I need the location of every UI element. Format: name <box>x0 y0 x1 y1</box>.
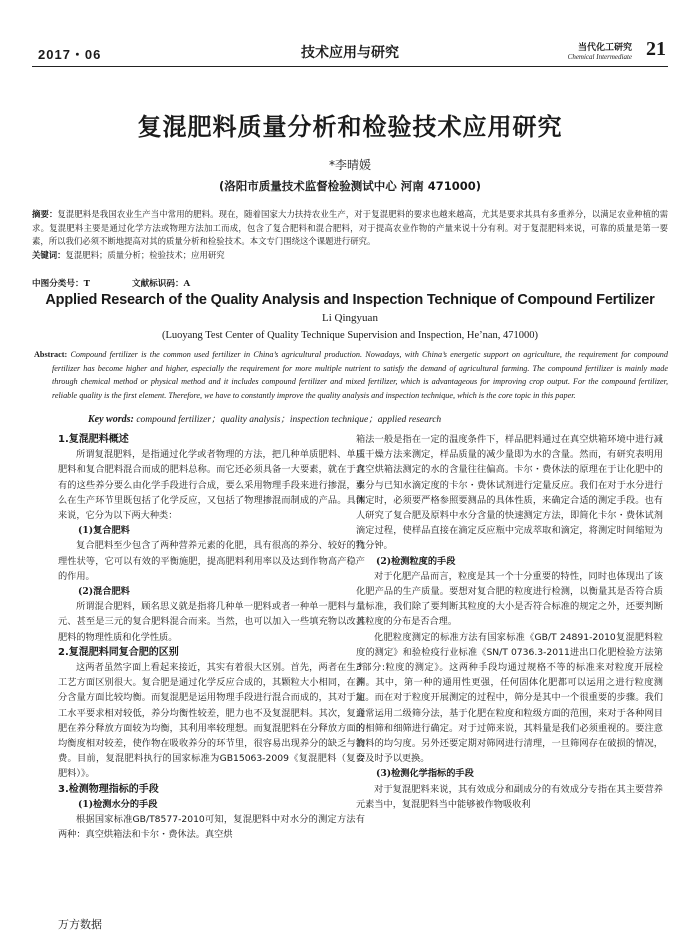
journal-name-en: Chemical Intermediate <box>567 53 632 61</box>
author: *李晴媛 <box>328 158 371 172</box>
paragraph: 对于化肥产品而言，粒度是其一个十分重要的特性，同时也体现出了该化肥产品的生产质量。要想对复合肥的粒度进行检测，以衡量其是否符合质量标准，我们除了要判断其粒度的大小是否符合标准的规定之外，还要判断其粒度的分布是否合理。 <box>356 570 663 628</box>
subsection-heading: (2)检测粒度的手段 <box>376 555 456 567</box>
paragraph: 根据国家标准GB/T8577-2010可知，复混肥料中对水分的测定方法有两种：真空烘箱法和卡尔・费休法。真空烘 <box>58 814 365 841</box>
paragraph: 化肥粒度测定的标准方法有国家标准《GB/T 24891-2010复混肥料粒度的测定》和验检疫行业标准《SN/T 0736.3-2011进出口化肥检验方法第3部分:粒度的测定》。这两种手段均通过规格不等的标准来对粒度开展检测。其中，第一种的通用性更强，任何固体化肥都可以运用之进行粒度测定。而在对于粒度开展测定的过程中，筛分是其中一个很重要的步骤。我们通常运用二级筛分法，基于化肥在粒度和粒级方面的范围，来对于各种网目的相筛和细筛进行确定。对于过筛来说，其料量是我们必须重视的。要注意物料的均匀度。另外还要定期对筛网进行清理，一旦筛网存在破损的情况，要及时予以更换。 <box>356 631 663 765</box>
subsection-heading: (2)混合肥料 <box>78 586 130 598</box>
paragraph: 所谓复混肥料，是指通过化学或者物理的方法，把几种单质肥料、单质肥料和复合肥料混合而成的肥料总称。而它还必须具备一大要素，就在于含有的这些养分要么由化学手段进行合成，要么采用物理手段来进行掺混，要么在生产环节里既包括了化学反应，又包括了物理掺混而制成的产品。具体来说，它分为以下两大种类： <box>58 449 365 522</box>
abstract-cn-text: 复混肥料是我国农业生产当中常用的肥料。现在，随着国家大力扶持农业生产，对于复混肥料的要求也越来越高，尤其是要求其具有多重养分，以满足农业种植的需求。复混肥料主要是通过化学方法或物理方法加工而成，包含了复合肥料和混合肥料，对于提高农业作物的产量来说十分有利。对于复混肥料来说，可靠的质量是第一要素，所以我们必须不断地提高对其的质量分析和检验技术。本文专门围绕这个课题进行研究。 <box>32 209 669 246</box>
document-code: 文献标识码：A <box>131 279 191 289</box>
english-abstract: Abstract: Compound fertilizer is the common used fertilizer in China’s agricultural production. Nowadays, with China’s energetic support on agriculture, the requirement for compound fertilizer has become higher and higher, especially the requirement for more multiple nutrient to satisfy the demand of agricultural farming. The compound fertilizer is mainly made through chemical method or physical method and it includes compound fertilizer and mixed fertilizer, which is advantageous for improving crop output. For the compound fertilizer, reliable quality is the first element. Therefore, we have to constantly improve the quality analysis and inspection technique, which is the core topic in this paper. <box>34 350 668 400</box>
article-title: 复混肥料质量分析和检验技术应用研究 <box>137 113 563 141</box>
subsection-heading: (1)复合肥料 <box>78 525 130 537</box>
english-affiliation: (Luoyang Test Center of Quality Technique Supervision and Inspection, He’nan, 471000) <box>161 330 539 341</box>
english-author: Li Qingyuan <box>322 312 378 324</box>
abstract-cn <box>32 208 668 262</box>
keywords-cn-label: 关键词： <box>32 249 66 260</box>
journal-name-cn: 当代化工研究 <box>577 43 632 53</box>
abstract-cn-label: 摘要： <box>32 209 58 219</box>
section-title: 技术应用与研究 <box>301 45 399 61</box>
section-heading: 1.复混肥料概述 <box>58 434 129 445</box>
english-keywords-text: compound fertilizer；quality analysis；inspection technique；applied research <box>136 415 442 425</box>
english-abstract-text: Compound fertilizer is the common used fertilizer in China’s agricultural production. Nowadays, with China’s energetic support on agriculture, the requirement for compound fertilizer has become higher and higher, especially the requirement for more multiple nutrient to satisfy the demand of agricultural farming. The compound fertilizer is mainly made through chemical method or physical method and it includes compound fertilizer and mixed fertilizer, which is advantageous for improving crop output. For the compound fertilizer, reliable quality is the first element. Therefore, we have to constantly improve the quality analysis and inspection technique, which is the core topic in this paper. <box>52 350 668 400</box>
english-keywords-label: Key words <box>88 414 131 425</box>
header-rule <box>32 66 668 67</box>
paragraph: 箱法一般是指在一定的温度条件下，样品肥料通过在真空烘箱环境中进行减压干燥方法来测定，样品质量的减少量即为水的含量。然而，有研究表明用真空烘箱法测定的水的含量往往偏高。卡尔・费休法的原理在于让化肥中的水分与已知水滴定度的卡尔・费休试剂进行定量反应。我们在对于水分进行测定时，必须要严格参照要测品的具体性质，来确定合适的测定手段。也有人研究了复合肥及原料中水分含量的快速测定方法，即简化卡尔・费休试剂滴定过程，使样品直接在滴定反应瓶中完成萃取和滴定，将测定时间缩短为几分钟。 <box>356 434 663 552</box>
footer-watermark: 万方数据 <box>58 918 102 931</box>
issue-number: 2017・06 <box>38 47 102 62</box>
english-title: Applied Research of the Quality Analysis and Inspection Technique of Compound Fertilizer <box>45 292 655 308</box>
journal-logo <box>568 40 632 61</box>
body-column-left <box>58 432 365 842</box>
subsection-heading: (1)检测水分的手段 <box>78 798 158 810</box>
classification-line <box>32 277 190 289</box>
affiliation: (洛阳市质量技术监督检验测试中心 河南 471000) <box>218 179 482 193</box>
clc-number: 中图分类号：T <box>32 279 90 289</box>
english-keywords: Key words: compound fertilizer；quality analysis；inspection technique；applied research <box>88 414 442 425</box>
paragraph: 复合肥料至少包含了两种营养元素的化肥，具有很高的养分、较好的物理性状等，它可以有效的平衡施肥，提高肥料利用率以及达到作物高产稳产的作用。 <box>58 540 365 582</box>
body-column-right <box>356 432 663 812</box>
page-header <box>32 28 668 66</box>
english-abstract-label: Abstract <box>34 350 65 359</box>
paragraph: 这两者虽然字面上看起来接近，其实有着很大区别。首先，两者在生产工艺方面区别很大。复合肥是通过化学反应合成的，其颗粒大小相同，在养分含量方面比较均衡。而复混肥是运用物理手段进行混合而成的，其对于加工水平要求相对较低，养分均衡性较差，肥力也不及复混肥料。其次，复合肥在养分释放方面较为均衡，其利用率较理想。而复混肥料在分释放方面的均衡度相对较差，使作物在吸收养分的环节里，很容易出现养分的缺乏与浪费。目前，复混肥料执行的国家标准为GB15063-2009《复混肥料（复合肥料）》。 <box>58 662 365 780</box>
subsection-heading: (3)检测化学指标的手段 <box>376 768 474 780</box>
paragraph: 所谓混合肥料，顾名思义就是指将几种单一肥料或者一种单一肥料与二元、甚至是三元的复合肥料混合而来。当然，也可以加入一些填充物以改善肥料的物理性质和化学性质。 <box>58 601 365 643</box>
paragraph: 对于复混肥料来说，其有效成分和副成分的有效成分专指在其主要营养元素当中，复混肥料当中能够被作物吸收利 <box>356 783 663 810</box>
section-heading: 3.检测物理指标的手段 <box>58 783 159 795</box>
page-number: 21 <box>646 38 666 60</box>
section-heading: 2.复混肥料同复合肥的区别 <box>58 646 179 658</box>
keywords-cn: 复混肥料；质量分析；检验技术；应用研究 <box>65 249 225 260</box>
